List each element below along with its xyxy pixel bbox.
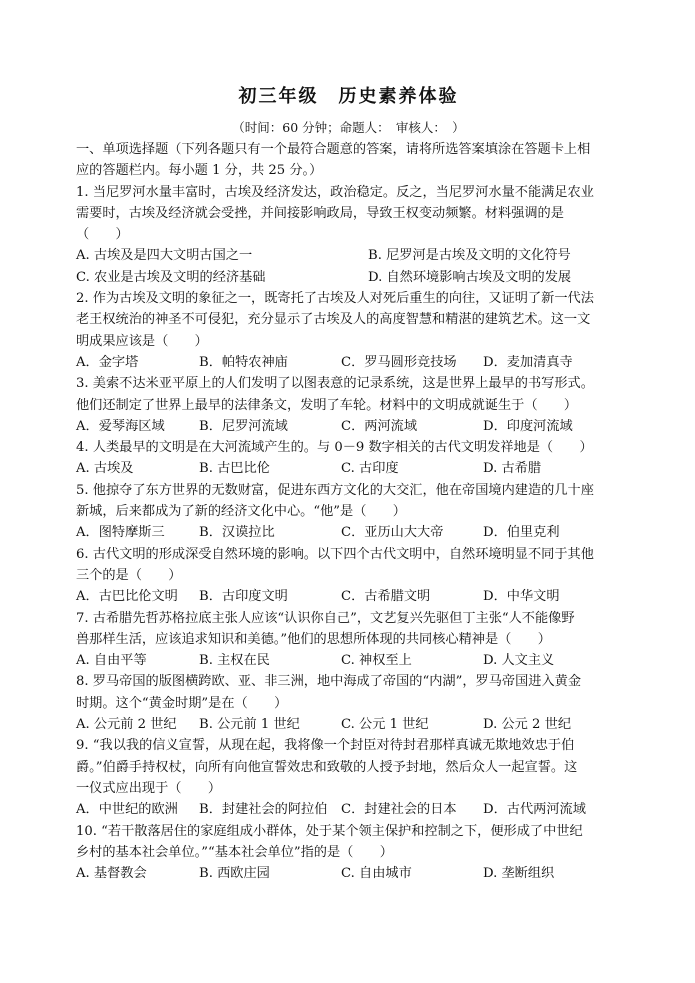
question-8 — [76, 671, 621, 735]
question-7 — [76, 608, 621, 672]
answer-option: B．古印度文明 — [199, 589, 288, 605]
question-stem-line: 8. 罗马帝国的版图横跨欧、亚、非三洲，地中海成了帝国的“内湖”，罗马帝国进入黄金 — [76, 674, 582, 690]
question-stem-line: 3. 美索不达米亚平原上的人们发明了以图表意的记录系统，这是世界上最早的书写形式。 — [76, 376, 594, 392]
question-1 — [76, 182, 621, 288]
options-row — [76, 416, 621, 437]
question-stem-line: 爵。”伯爵手持权杖，向所有向他宣誓效忠和致敬的人授予封地，然后众人一起宣誓。这 — [76, 759, 578, 775]
question-10 — [76, 821, 621, 885]
answer-option: A．图特摩斯三 — [76, 525, 165, 541]
answer-option: D. 古希腊 — [483, 461, 542, 477]
question-stem-line: 2. 作为古埃及文明的象征之一，既寄托了古埃及人对死后重生的向往，又证明了新一代法 — [76, 291, 594, 307]
page-title: 初三年级 历史素养体验 — [238, 86, 459, 107]
answer-option: C．罗马圆形竞技场 — [341, 354, 457, 370]
question-6 — [76, 544, 621, 608]
options-row — [76, 458, 621, 479]
question-stem-line: 老王权统治的神圣不可侵犯，充分显示了古埃及人的高度智慧和精湛的建筑艺术。这一文 — [76, 312, 591, 328]
options-row — [76, 352, 621, 373]
question-5 — [76, 480, 621, 544]
answer-option: A. 自由平等 — [76, 653, 147, 669]
section-heading — [76, 139, 621, 182]
answer-option: B．尼罗河流域 — [199, 418, 288, 434]
answer-option: B. 公元前 1 世纪 — [199, 717, 300, 733]
answer-option: A. 公元前 2 世纪 — [76, 717, 177, 733]
question-stem-line: 兽那样生活，应该追求知识和美德。”他们的思想所体现的共同核心精神是（ ） — [76, 631, 551, 647]
options-row — [76, 650, 621, 671]
answer-option: B. 西欧庄园 — [199, 866, 270, 882]
answer-option: A．中世纪的欧洲 — [76, 802, 178, 818]
answer-option: A．爱琴海区域 — [76, 418, 165, 434]
answer-option: C. 自由城市 — [341, 866, 412, 882]
options-row — [76, 863, 621, 884]
question-stem-line: 明成果应该是（ ） — [76, 333, 208, 349]
section-line: 一、单项选择题（下列各题只有一个最符合题意的答案，请将所选答案填涂在答题卡上相 — [76, 142, 591, 157]
answer-option: B．封建社会的阿拉伯 — [199, 802, 328, 818]
answer-option: C. 公元 1 世纪 — [341, 717, 429, 733]
exam-info: （时间：60 分钟；命题人： 审核人： ） — [232, 120, 465, 135]
section-line: 应的答题栏内。每小题 1 分，共 25 分。） — [76, 163, 323, 179]
answer-option: A. 基督教会 — [76, 866, 147, 882]
options-row — [76, 714, 621, 735]
question-stem-line: 三个的是（ ） — [76, 567, 182, 583]
answer-option: C. 古印度 — [341, 461, 399, 477]
answer-option: D. 公元 2 世纪 — [483, 717, 572, 733]
answer-option: A. 古埃及 — [76, 461, 134, 477]
answer-option: C. 神权至上 — [341, 653, 412, 669]
question-stem-line: 时期。这个“黄金时期”是在（ ） — [76, 695, 288, 711]
answer-option: A．古巴比伦文明 — [76, 589, 178, 605]
answer-option: C. 农业是古埃及文明的经济基础 — [76, 269, 266, 285]
question-3 — [76, 373, 621, 437]
answer-option: C．亚历山大大帝 — [341, 525, 444, 541]
answer-option: D. 垄断组织 — [483, 866, 555, 882]
answer-option: D．印度河流域 — [483, 418, 573, 434]
question-stem-line: 10. “若干散落居住的家庭组成小群体，处于某个领主保护和控制之下，便形成了中世纪 — [76, 823, 583, 839]
options-row — [76, 586, 621, 607]
options-row — [76, 267, 621, 288]
question-stem-line: 7. 古希腊先哲苏格拉底主张人应该“认识你自己”，文艺复兴先驱但丁主张“人不能像野 — [76, 610, 575, 626]
answer-option: D．麦加清真寺 — [483, 354, 573, 370]
question-stem-line: （ ） — [76, 227, 129, 243]
answer-option: A. 古埃及是四大文明古国之一 — [76, 248, 253, 264]
question-9 — [76, 735, 621, 820]
question-stem-line: 需要时，古埃及经济就会受挫，并间接影响政局，导致王权变动频繁。材料强调的是 — [76, 205, 564, 221]
question-stem-line: 6. 古代文明的形成深受自然环境的影响。以下四个古代文明中，自然环境明显不同于其他 — [76, 546, 594, 562]
question-stem-line: 一仪式应出现于（ ） — [76, 780, 222, 796]
answer-option: B．帕特农神庙 — [199, 354, 288, 370]
question-stem-line: 9. “我以我的信义宣誓，从现在起，我将像一个封臣对待封君那样真诚无欺地效忠于伯 — [76, 738, 575, 754]
question-stem-line: 4. 人类最早的文明是在大河流域产生的。与 0－9 数字相关的古代文明发祥地是（ ） — [76, 440, 593, 456]
question-stem-line: 1. 当尼罗河水量丰富时，古埃及经济发达，政治稳定。反之，当尼罗河水量不能满足农业 — [76, 184, 594, 200]
options-row — [76, 522, 621, 543]
answer-option: B. 古巴比伦 — [199, 461, 270, 477]
question-stem-line: 新城，后来都成为了新的经济文化中心。“他”是（ ） — [76, 504, 406, 520]
answer-option: B. 尼罗河是古埃及文明的文化符号 — [368, 248, 571, 264]
question-list — [76, 182, 621, 885]
answer-option: D．古代两河流域 — [483, 802, 586, 818]
answer-option: C．封建社会的日本 — [341, 802, 457, 818]
answer-option: C．两河流域 — [341, 418, 418, 434]
question-stem-line: 5. 他掠夺了东方世界的无数财富，促进东西方文化的大交汇，他在帝国境内建造的几十座 — [76, 482, 594, 498]
options-row — [76, 245, 621, 266]
answer-option: C．古希腊文明 — [341, 589, 431, 605]
answer-option: D. 自然环境影响古埃及文明的发展 — [368, 269, 572, 285]
options-row — [76, 799, 621, 820]
question-2 — [76, 288, 621, 373]
answer-option: B．汉谟拉比 — [199, 525, 275, 541]
answer-option: A．金字塔 — [76, 354, 139, 370]
question-stem-line: 乡村的基本社会单位。”“基本社会单位”指的是（ ） — [76, 844, 393, 860]
question-stem-line: 他们还制定了世界上最早的法律条文，发明了车轮。材料中的文明成就诞生于（ ） — [76, 397, 578, 413]
answer-option: D. 人文主义 — [483, 653, 555, 669]
exam-paper — [76, 86, 621, 884]
question-4 — [76, 437, 621, 480]
answer-option: D．伯里克利 — [483, 525, 560, 541]
answer-option: B. 主权在民 — [199, 653, 270, 669]
answer-option: D．中华文明 — [483, 589, 560, 605]
